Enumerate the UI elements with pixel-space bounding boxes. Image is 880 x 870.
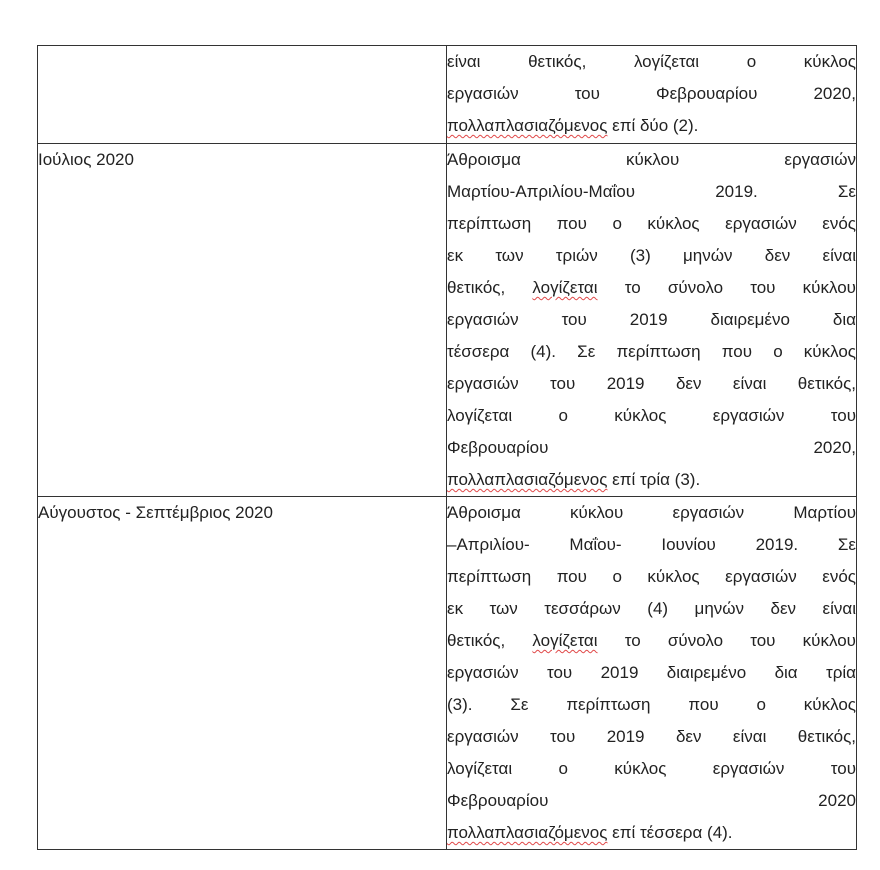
period-label: Ιούλιος 2020 [38,150,134,169]
description-line: πολλαπλασιαζόμενος επί τέσσερα (4). [447,823,733,842]
description-line: πολλαπλασιαζόμενος επί δύο (2). [447,116,699,135]
period-cell [38,144,447,497]
spellcheck-underlined-word: πολλαπλασιαζόμενος [447,823,608,842]
spellcheck-underlined-word: λογίζεται [532,631,598,650]
description-line: εργασιών του 2019 δεν είναι θετικός, [447,727,856,746]
description-line: εργασιών του 2019 δεν είναι θετικός, [447,374,856,393]
period-label: Αύγουστος - Σεπτέμβριος 2020 [38,503,273,522]
description-line: εργασιών του 2019 διαιρεμένο δια τρία [447,663,856,682]
description-line: (3). Σε περίπτωση που ο κύκλος [447,695,856,714]
description-cell [447,46,857,144]
description-line: εκ των τεσσάρων (4) μηνών δεν είναι [447,599,856,618]
document-table [37,45,857,850]
description-line: Άθροισμα κύκλου εργασιών [447,150,856,169]
description-cell [447,497,857,850]
description-line: πολλαπλασιαζόμενος επί τρία (3). [447,470,701,489]
description-cell [447,144,857,497]
description-line: Φεβρουαρίου 2020, [447,438,856,457]
period-cell [38,497,447,850]
description-line: περίπτωση που ο κύκλος εργασιών ενός [447,214,856,233]
description-line: εκ των τριών (3) μηνών δεν είναι [447,246,856,265]
description-line: είναι θετικός, λογίζεται ο κύκλος [447,52,856,71]
table-row [38,144,857,497]
spellcheck-underlined-word: λογίζεται [532,278,598,297]
table-row [38,497,857,850]
description-line: Μαρτίου-Απριλίου-Μαΐου 2019. Σε [447,182,856,201]
description-line: εργασιών του 2019 διαιρεμένο δια [447,310,856,329]
period-cell [38,46,447,144]
description-line: –Απριλίου- Μαΐου- Ιουνίου 2019. Σε [447,535,856,554]
description-line: λογίζεται ο κύκλος εργασιών του [447,759,856,778]
description-line: θετικός, λογίζεται το σύνολο του κύκλου [447,631,856,650]
description-line: τέσσερα (4). Σε περίπτωση που ο κύκλος [447,342,856,361]
description-line: περίπτωση που ο κύκλος εργασιών ενός [447,567,856,586]
spellcheck-underlined-word: πολλαπλασιαζόμενος [447,116,608,135]
table-row [38,46,857,144]
description-line: λογίζεται ο κύκλος εργασιών του [447,406,856,425]
description-line: θετικός, λογίζεται το σύνολο του κύκλου [447,278,856,297]
description-line: Άθροισμα κύκλου εργασιών Μαρτίου [447,503,856,522]
spellcheck-underlined-word: πολλαπλασιαζόμενος [447,470,608,489]
description-line: εργασιών του Φεβρουαρίου 2020, [447,84,856,103]
description-line: Φεβρουαρίου 2020 [447,791,856,810]
